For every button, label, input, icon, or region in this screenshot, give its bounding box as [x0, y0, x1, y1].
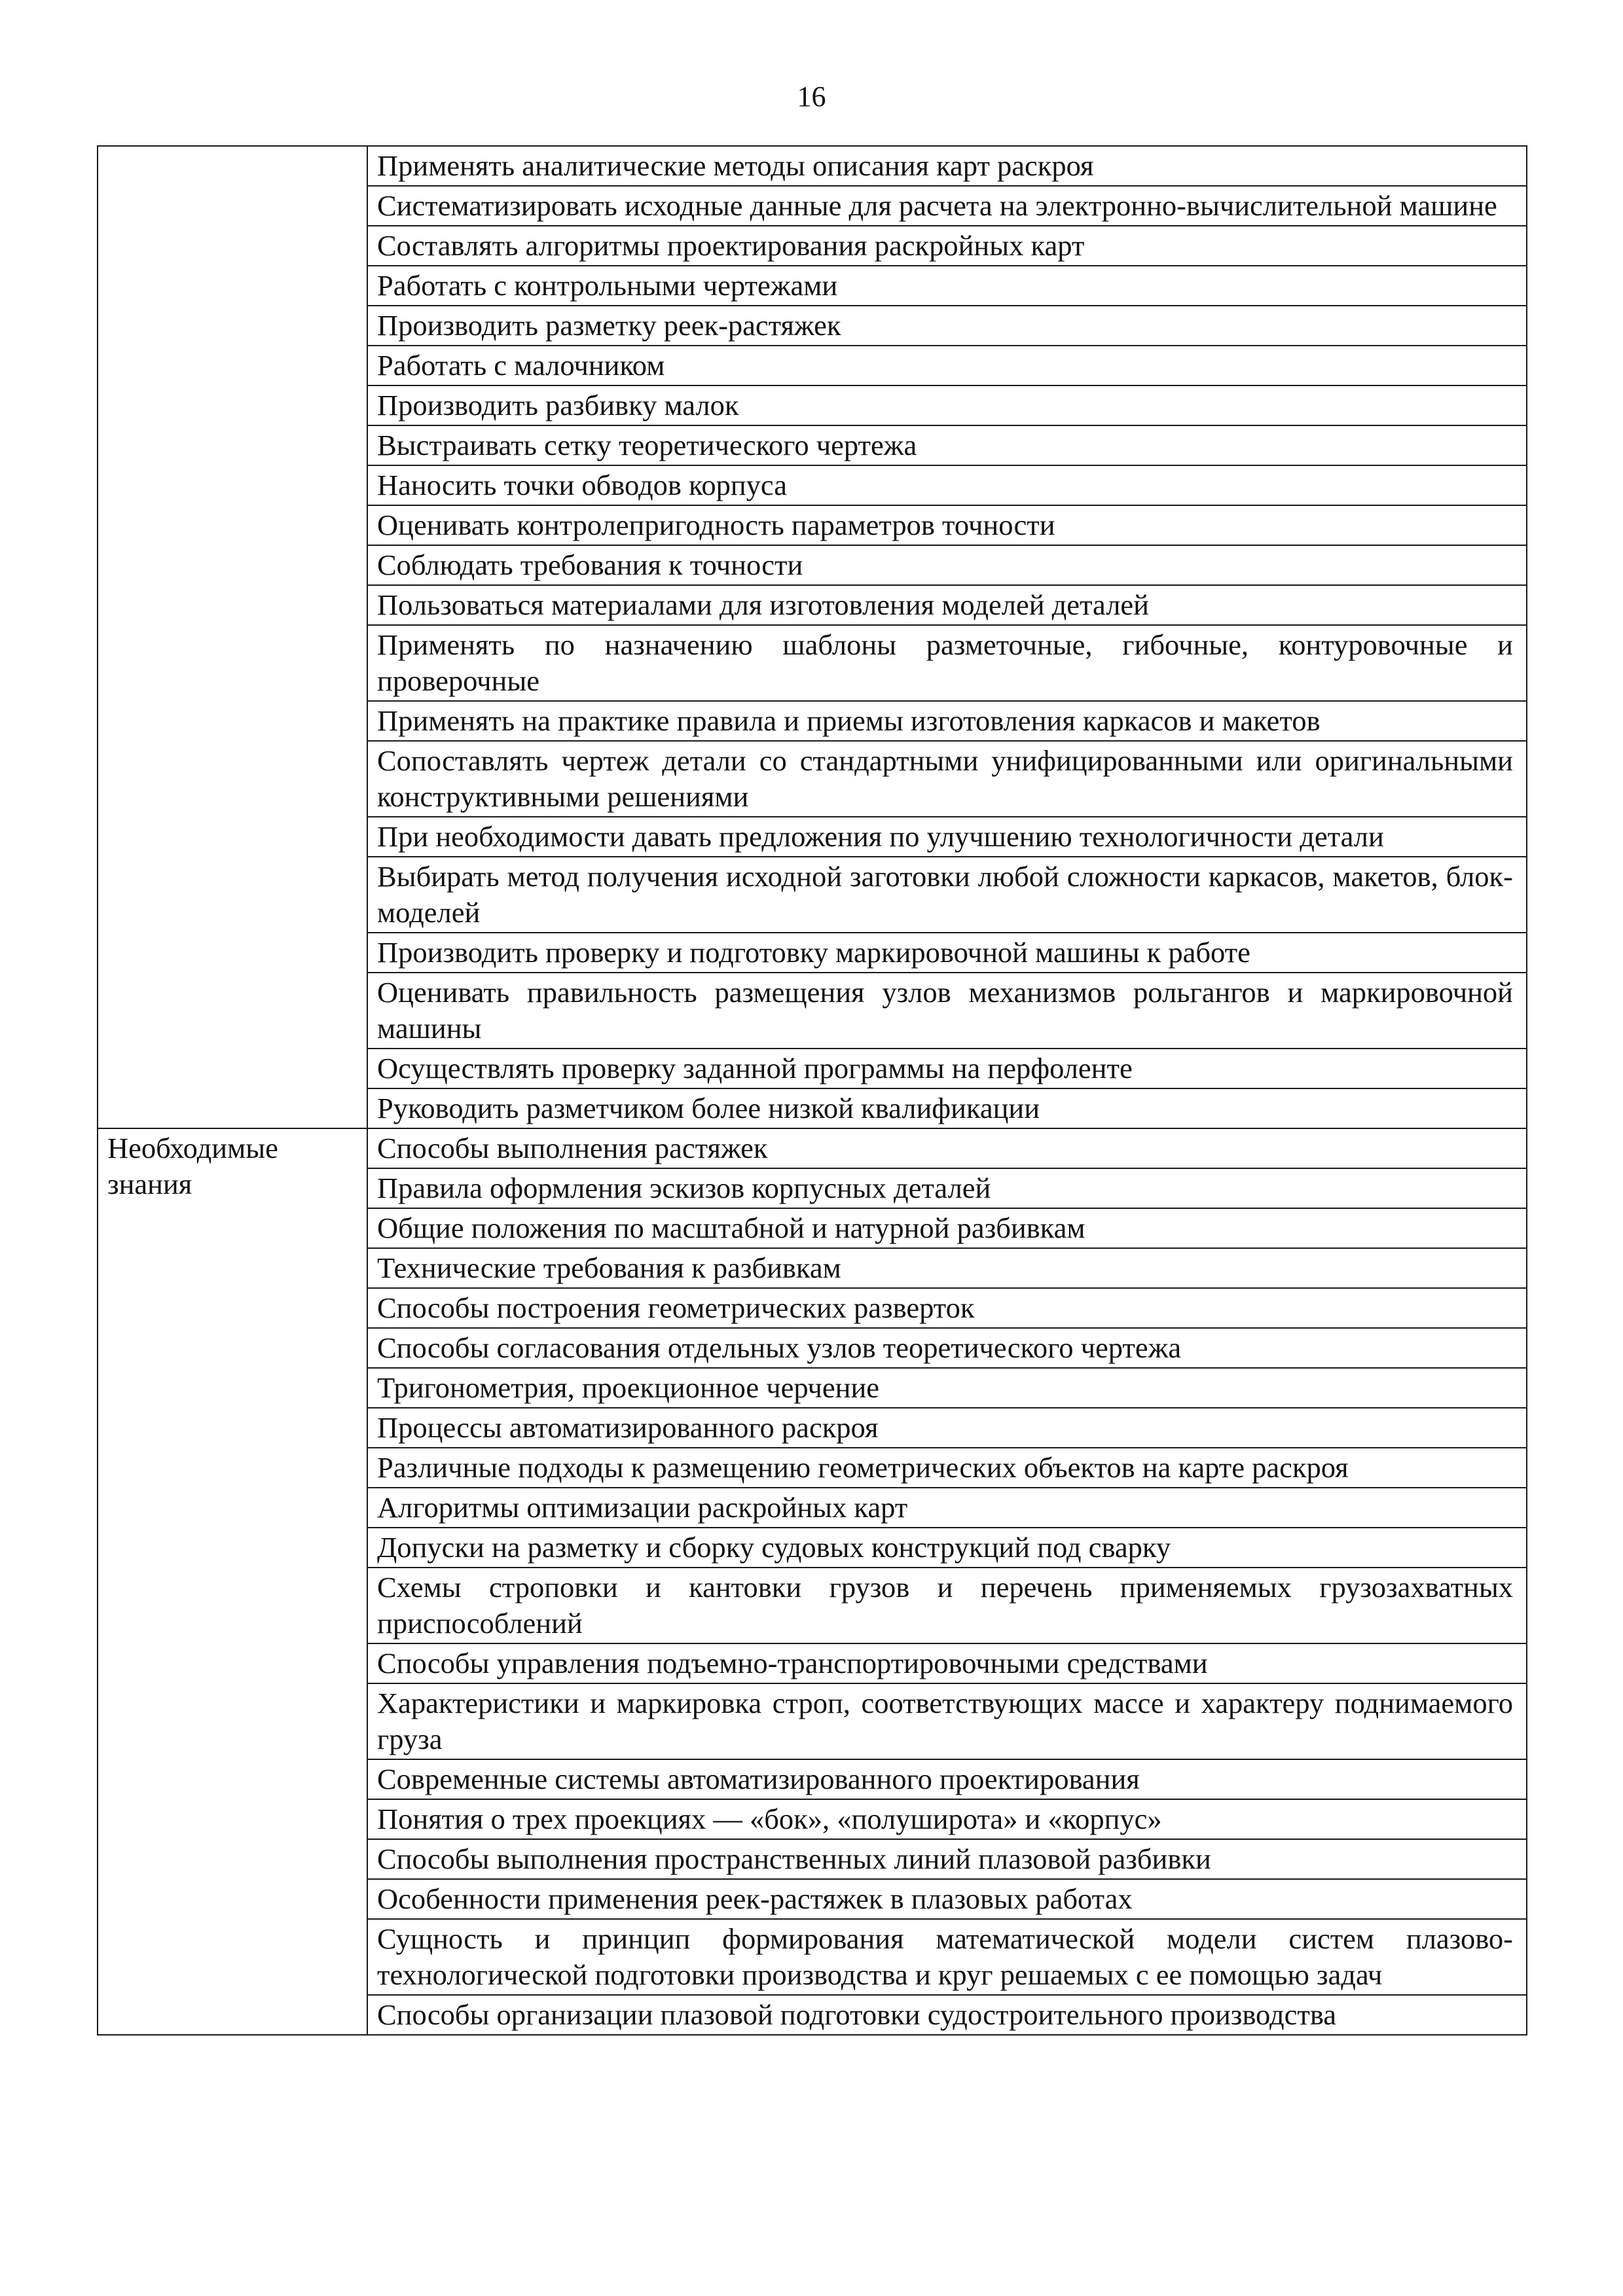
skill-category-cell	[98, 146, 367, 1128]
skill-item: Соблюдать требования к точности	[367, 545, 1527, 585]
skill-item: Пользоваться материалами для изготовления моделей деталей	[367, 585, 1527, 625]
knowledge-item: Способы управления подъемно-транспортировочными средствами	[367, 1643, 1527, 1683]
requirements-table	[97, 145, 1527, 2036]
skill-item: Сопоставлять чертеж детали со стандартными унифицированными или оригинальными конструктивными решениями	[367, 741, 1527, 817]
knowledge-item: Общие положения по масштабной и натурной разбивкам	[367, 1208, 1527, 1248]
knowledge-item: Различные подходы к размещению геометрических объектов на карте раскроя	[367, 1448, 1527, 1488]
skill-item: Применять на практике правила и приемы изготовления каркасов и макетов	[367, 701, 1527, 741]
knowledge-row	[98, 1128, 1527, 1168]
skill-item: Применять аналитические методы описания карт раскроя	[367, 146, 1527, 186]
skill-item: Руководить разметчиком более низкой квалификации	[367, 1088, 1527, 1128]
skill-item: Оценивать правильность размещения узлов механизмов рольгангов и маркировочной машины	[367, 973, 1527, 1049]
skill-item: Производить разметку реек-растяжек	[367, 306, 1527, 346]
skill-item: Работать с контрольными чертежами	[367, 266, 1527, 306]
skill-item: Систематизировать исходные данные для расчета на электронно-вычислительной машине	[367, 186, 1527, 226]
knowledge-item: Способы выполнения растяжек	[367, 1128, 1527, 1168]
skill-item: Применять по назначению шаблоны разметочные, гибочные, контуровочные и проверочные	[367, 625, 1527, 701]
knowledge-item: Схемы строповки и кантовки грузов и перечень применяемых грузозахватных приспособлений	[367, 1568, 1527, 1643]
knowledge-item: Способы организации плазовой подготовки судостроительного производства	[367, 1995, 1527, 2035]
knowledge-item: Способы согласования отдельных узлов теоретического чертежа	[367, 1328, 1527, 1368]
requirements-table-body	[98, 146, 1527, 2035]
skill-item: Работать с малочником	[367, 346, 1527, 386]
skill-item: Производить проверку и подготовку маркировочной машины к работе	[367, 933, 1527, 973]
knowledge-category-cell: Необходимые знания	[98, 1128, 367, 2035]
knowledge-item: Технические требования к разбивкам	[367, 1248, 1527, 1288]
knowledge-item: Тригонометрия, проекционное черчение	[367, 1368, 1527, 1408]
knowledge-item: Алгоритмы оптимизации раскройных карт	[367, 1488, 1527, 1528]
skill-row	[98, 146, 1527, 186]
knowledge-item: Понятия о трех проекциях — «бок», «полуширота» и «корпус»	[367, 1799, 1527, 1839]
skill-item: Осуществлять проверку заданной программы на перфоленте	[367, 1049, 1527, 1088]
skill-item: При необходимости давать предложения по улучшению технологичности детали	[367, 817, 1527, 857]
page-number: 16	[797, 81, 826, 113]
skill-item: Выбирать метод получения исходной заготовки любой сложности каркасов, макетов, блок-моделей	[367, 857, 1527, 933]
knowledge-item: Способы выполнения пространственных линий плазовой разбивки	[367, 1839, 1527, 1879]
knowledge-item: Характеристики и маркировка строп, соответствующих массе и характеру поднимаемого груза	[367, 1683, 1527, 1759]
knowledge-item: Способы построения геометрических разверток	[367, 1288, 1527, 1328]
knowledge-item: Процессы автоматизированного раскроя	[367, 1408, 1527, 1448]
skill-item: Выстраивать сетку теоретического чертежа	[367, 425, 1527, 465]
knowledge-item: Современные системы автоматизированного проектирования	[367, 1759, 1527, 1799]
skill-item: Производить разбивку малок	[367, 386, 1527, 425]
knowledge-item: Правила оформления эскизов корпусных деталей	[367, 1168, 1527, 1208]
knowledge-item: Особенности применения реек-растяжек в плазовых работах	[367, 1879, 1527, 1919]
skill-item: Оценивать контролепригодность параметров точности	[367, 505, 1527, 545]
knowledge-item: Сущность и принцип формирования математической модели систем плазово-технологической подготовки производства и круг решаемых с ее помощью задач	[367, 1919, 1527, 1995]
knowledge-item: Допуски на разметку и сборку судовых конструкций под сварку	[367, 1528, 1527, 1568]
skill-item: Наносить точки обводов корпуса	[367, 465, 1527, 505]
skill-item: Составлять алгоритмы проектирования раскройных карт	[367, 226, 1527, 266]
